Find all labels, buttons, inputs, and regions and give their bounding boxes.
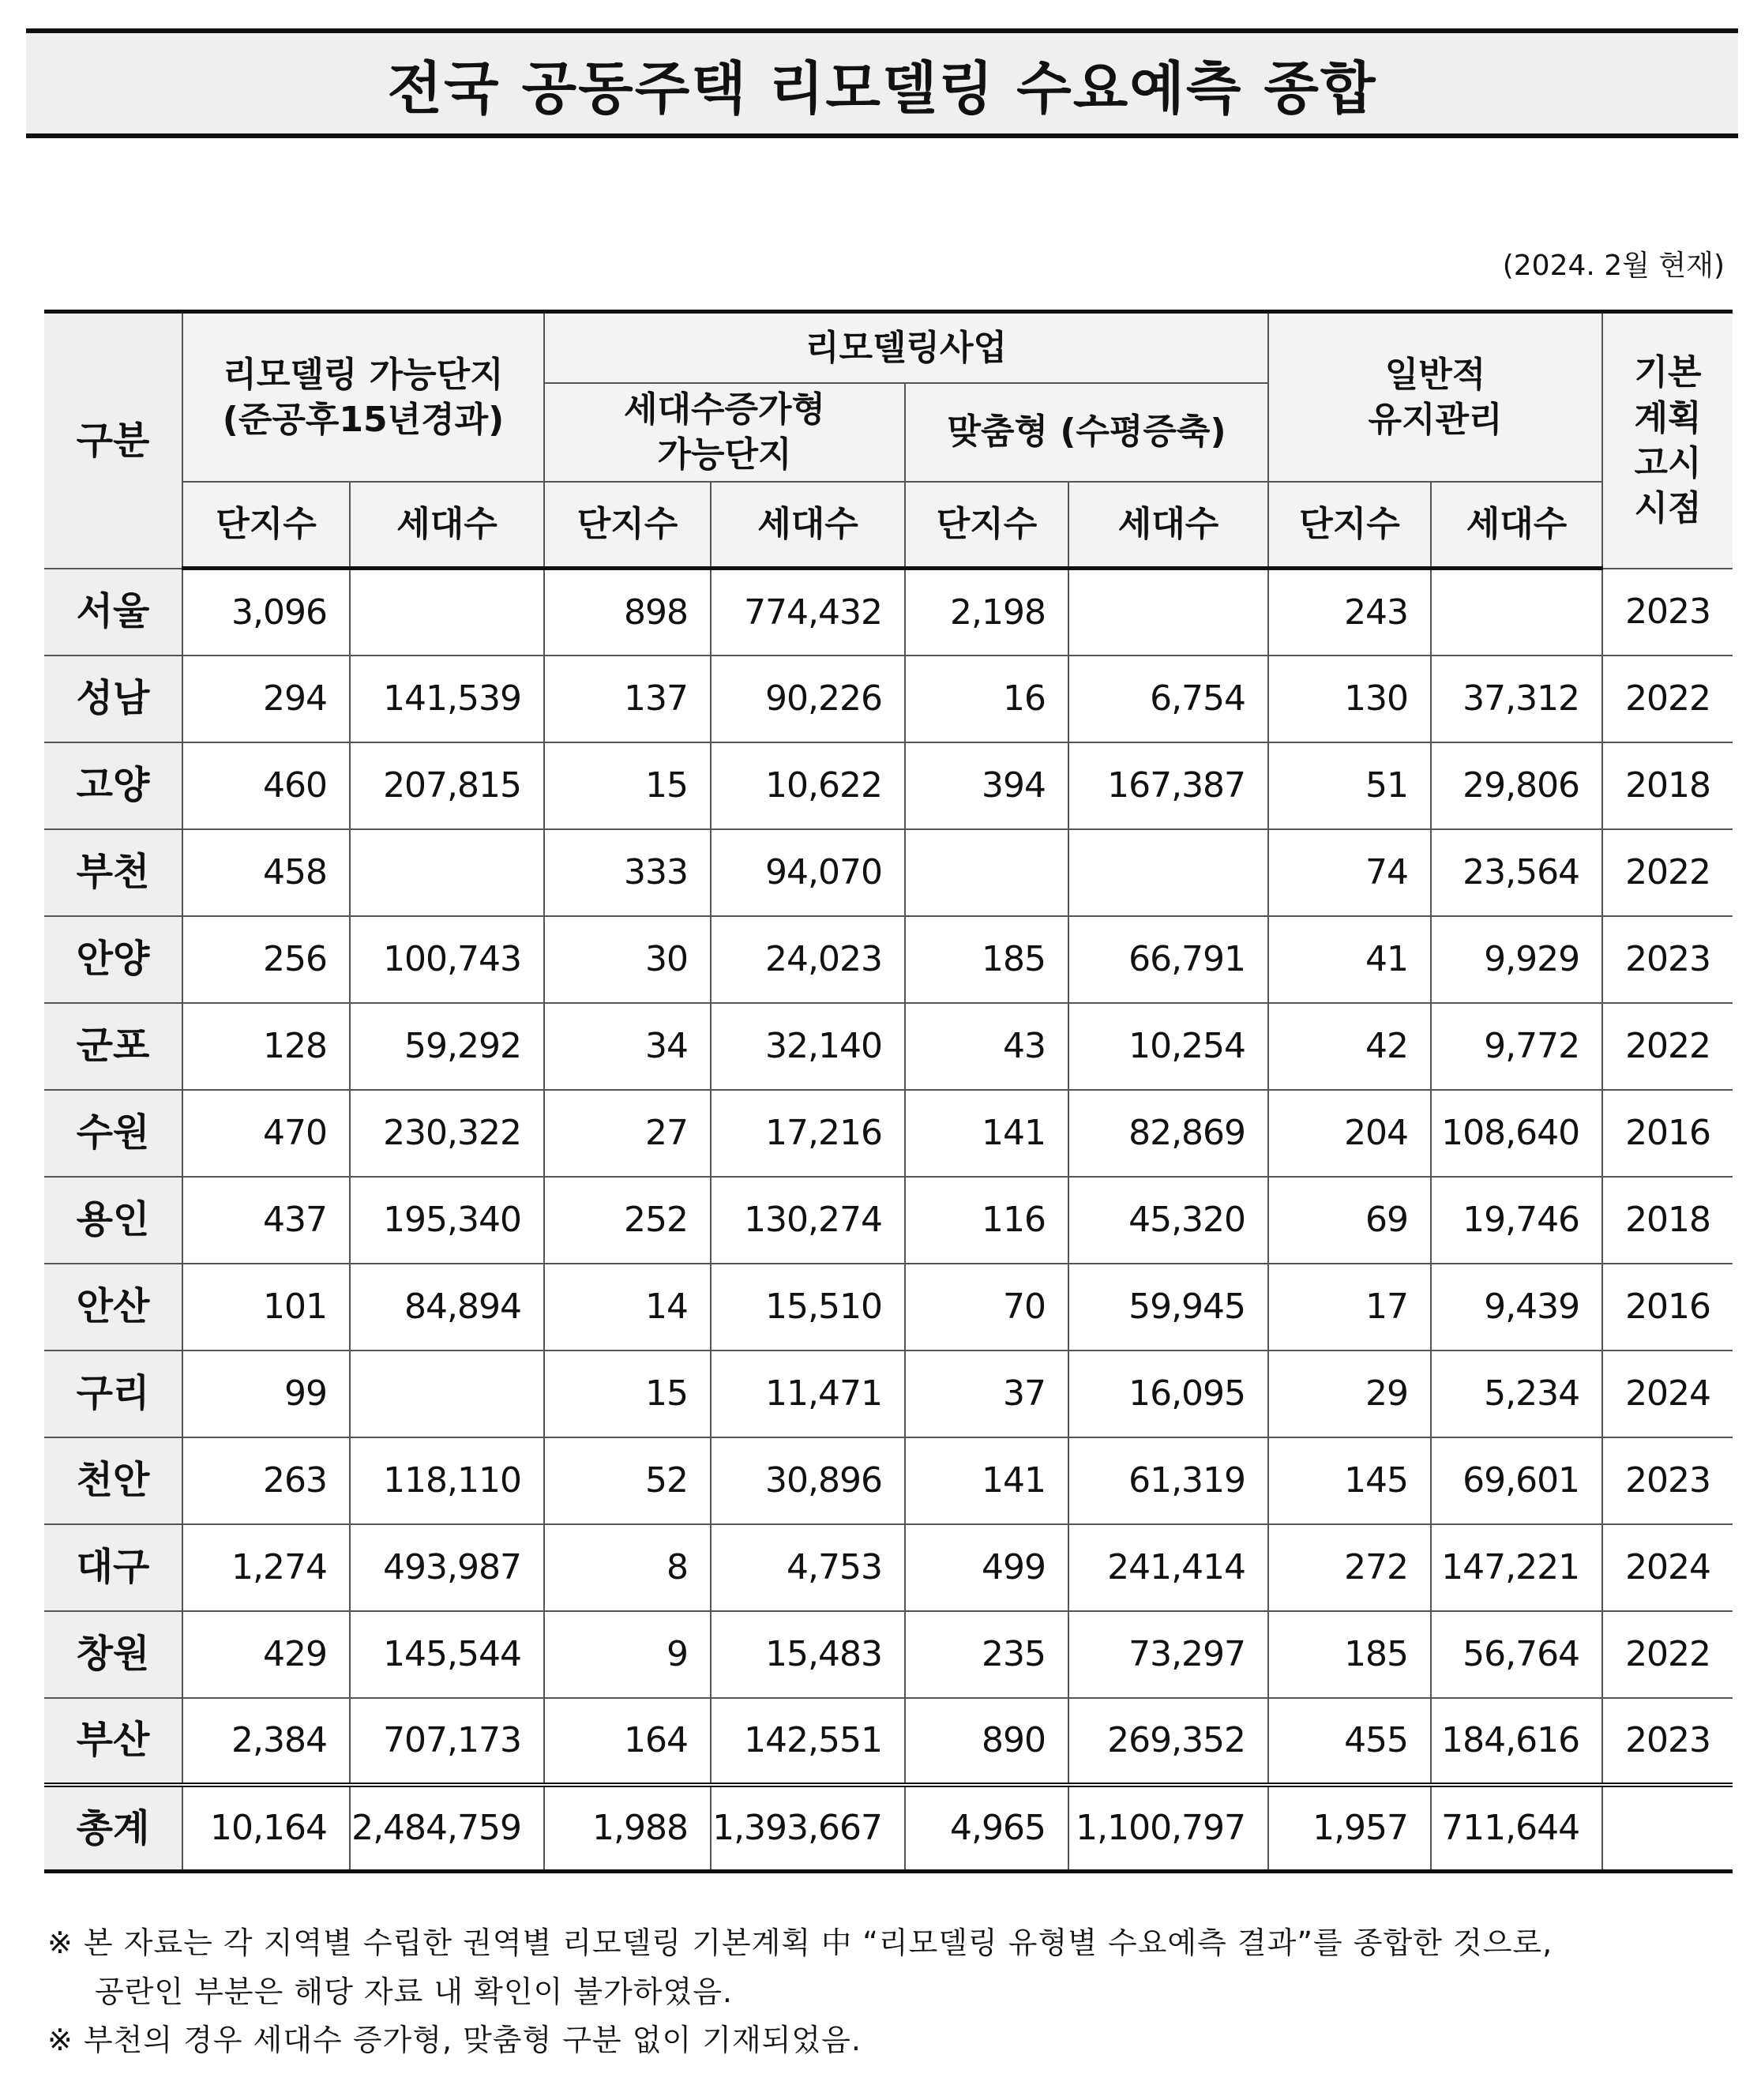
increase-complexes: 898 xyxy=(544,569,711,656)
custom-complexes: 141 xyxy=(905,1090,1068,1177)
custom-households: 66,791 xyxy=(1068,916,1268,1003)
increase-households: 4,753 xyxy=(711,1524,905,1611)
maintenance-households: 23,564 xyxy=(1431,829,1602,916)
header-complex-count: 단지수 xyxy=(544,482,711,569)
increase-households: 15,510 xyxy=(711,1264,905,1351)
header-remodeling-project: 리모델링사업 xyxy=(544,312,1268,383)
maintenance-households: 108,640 xyxy=(1431,1090,1602,1177)
total-maintenance-households: 711,644 xyxy=(1431,1785,1602,1872)
custom-households: 45,320 xyxy=(1068,1177,1268,1264)
total-label: 총계 xyxy=(44,1785,182,1872)
maintenance-complexes: 51 xyxy=(1268,742,1431,829)
custom-complexes: 394 xyxy=(905,742,1068,829)
table-row xyxy=(44,1177,1733,1264)
increase-complexes: 14 xyxy=(544,1264,711,1351)
custom-complexes: 890 xyxy=(905,1698,1068,1785)
possible-households: 100,743 xyxy=(350,916,544,1003)
maintenance-complexes: 130 xyxy=(1268,656,1431,742)
possible-households: 195,340 xyxy=(350,1177,544,1264)
maintenance-complexes: 41 xyxy=(1268,916,1431,1003)
maintenance-complexes: 69 xyxy=(1268,1177,1431,1264)
table-row xyxy=(44,1611,1733,1698)
increase-complexes: 52 xyxy=(544,1437,711,1524)
possible-households: 118,110 xyxy=(350,1437,544,1524)
maintenance-complexes: 145 xyxy=(1268,1437,1431,1524)
plan-year: 2023 xyxy=(1602,1437,1733,1524)
as-of-date: (2024. 2월 현재) xyxy=(1502,250,1725,282)
custom-complexes: 70 xyxy=(905,1264,1068,1351)
region-name: 안양 xyxy=(44,916,182,1003)
increase-complexes: 27 xyxy=(544,1090,711,1177)
maintenance-households: 69,601 xyxy=(1431,1437,1602,1524)
increase-complexes: 333 xyxy=(544,829,711,916)
possible-households: 707,173 xyxy=(350,1698,544,1785)
possible-households: 230,322 xyxy=(350,1090,544,1177)
region-name: 천안 xyxy=(44,1437,182,1524)
maintenance-households: 184,616 xyxy=(1431,1698,1602,1785)
possible-households xyxy=(350,569,544,656)
possible-complexes: 1,274 xyxy=(182,1524,350,1611)
maintenance-complexes: 243 xyxy=(1268,569,1431,656)
increase-households: 17,216 xyxy=(711,1090,905,1177)
plan-year: 2023 xyxy=(1602,916,1733,1003)
total-increase-complexes: 1,988 xyxy=(544,1785,711,1872)
total-custom-complexes: 4,965 xyxy=(905,1785,1068,1872)
possible-complexes: 470 xyxy=(182,1090,350,1177)
increase-complexes: 8 xyxy=(544,1524,711,1611)
increase-complexes: 137 xyxy=(544,656,711,742)
table-row xyxy=(44,1351,1733,1437)
region-name: 군포 xyxy=(44,1003,182,1090)
table-row xyxy=(44,1698,1733,1785)
custom-households: 16,095 xyxy=(1068,1351,1268,1437)
increase-complexes: 30 xyxy=(544,916,711,1003)
possible-complexes: 458 xyxy=(182,829,350,916)
increase-households: 774,432 xyxy=(711,569,905,656)
possible-households: 141,539 xyxy=(350,656,544,742)
header-custom-type: 맞춤형 (수평증축) xyxy=(905,383,1268,482)
custom-households: 73,297 xyxy=(1068,1611,1268,1698)
title-box xyxy=(26,28,1738,138)
increase-complexes: 252 xyxy=(544,1177,711,1264)
increase-complexes: 34 xyxy=(544,1003,711,1090)
page-title: 전국 공동주택 리모델링 수요예측 종합 xyxy=(387,54,1377,122)
maintenance-complexes: 204 xyxy=(1268,1090,1431,1177)
header-possible-complexes: 리모델링 가능단지 (준공후15년경과) xyxy=(182,312,544,482)
region-name: 부천 xyxy=(44,829,182,916)
region-name: 수원 xyxy=(44,1090,182,1177)
possible-complexes: 263 xyxy=(182,1437,350,1524)
maintenance-complexes: 29 xyxy=(1268,1351,1431,1437)
custom-households: 269,352 xyxy=(1068,1698,1268,1785)
region-name: 성남 xyxy=(44,656,182,742)
header-household-count: 세대수 xyxy=(350,482,544,569)
maintenance-complexes: 272 xyxy=(1268,1524,1431,1611)
table-row xyxy=(44,1090,1733,1177)
table-row xyxy=(44,1437,1733,1524)
table-row xyxy=(44,1264,1733,1351)
increase-households: 11,471 xyxy=(711,1351,905,1437)
increase-complexes: 15 xyxy=(544,1351,711,1437)
total-maintenance-complexes: 1,957 xyxy=(1268,1785,1431,1872)
maintenance-households: 147,221 xyxy=(1431,1524,1602,1611)
custom-households: 10,254 xyxy=(1068,1003,1268,1090)
maintenance-households: 19,746 xyxy=(1431,1177,1602,1264)
plan-year: 2024 xyxy=(1602,1351,1733,1437)
plan-year: 2022 xyxy=(1602,1611,1733,1698)
header-general-maintenance: 일반적 유지관리 xyxy=(1268,312,1602,482)
possible-households: 207,815 xyxy=(350,742,544,829)
plan-year: 2022 xyxy=(1602,1003,1733,1090)
table-row xyxy=(44,829,1733,916)
table-row xyxy=(44,569,1733,656)
maintenance-households: 9,929 xyxy=(1431,916,1602,1003)
increase-households: 130,274 xyxy=(711,1177,905,1264)
table-row xyxy=(44,1003,1733,1090)
table-row xyxy=(44,1524,1733,1611)
header-increase-type: 세대수증가형 가능단지 xyxy=(544,383,905,482)
footnotes xyxy=(47,1919,1553,2065)
region-name: 고양 xyxy=(44,742,182,829)
increase-complexes: 15 xyxy=(544,742,711,829)
region-name: 용인 xyxy=(44,1177,182,1264)
possible-complexes: 128 xyxy=(182,1003,350,1090)
total-possible-households: 2,484,759 xyxy=(350,1785,544,1872)
increase-households: 90,226 xyxy=(711,656,905,742)
possible-households: 59,292 xyxy=(350,1003,544,1090)
possible-complexes: 294 xyxy=(182,656,350,742)
possible-complexes: 99 xyxy=(182,1351,350,1437)
increase-households: 24,023 xyxy=(711,916,905,1003)
total-plan-year xyxy=(1602,1785,1733,1872)
possible-complexes: 256 xyxy=(182,916,350,1003)
possible-households xyxy=(350,1351,544,1437)
custom-households: 82,869 xyxy=(1068,1090,1268,1177)
maintenance-complexes: 185 xyxy=(1268,1611,1431,1698)
maintenance-households: 37,312 xyxy=(1431,656,1602,742)
increase-households: 32,140 xyxy=(711,1003,905,1090)
custom-households xyxy=(1068,829,1268,916)
plan-year: 2018 xyxy=(1602,742,1733,829)
maintenance-households: 56,764 xyxy=(1431,1611,1602,1698)
increase-households: 142,551 xyxy=(711,1698,905,1785)
maintenance-complexes: 455 xyxy=(1268,1698,1431,1785)
header-household-count: 세대수 xyxy=(1431,482,1602,569)
possible-complexes: 101 xyxy=(182,1264,350,1351)
maintenance-households: 29,806 xyxy=(1431,742,1602,829)
custom-households: 6,754 xyxy=(1068,656,1268,742)
possible-households xyxy=(350,829,544,916)
maintenance-households: 5,234 xyxy=(1431,1351,1602,1437)
header-complex-count: 단지수 xyxy=(1268,482,1431,569)
possible-households: 145,544 xyxy=(350,1611,544,1698)
region-name: 부산 xyxy=(44,1698,182,1785)
increase-households: 10,622 xyxy=(711,742,905,829)
custom-households: 61,319 xyxy=(1068,1437,1268,1524)
custom-complexes: 185 xyxy=(905,916,1068,1003)
plan-year: 2023 xyxy=(1602,1698,1733,1785)
total-possible-complexes: 10,164 xyxy=(182,1785,350,1872)
region-name: 구리 xyxy=(44,1351,182,1437)
plan-year: 2016 xyxy=(1602,1090,1733,1177)
custom-complexes: 2,198 xyxy=(905,569,1068,656)
plan-year: 2022 xyxy=(1602,829,1733,916)
possible-complexes: 3,096 xyxy=(182,569,350,656)
plan-year: 2018 xyxy=(1602,1177,1733,1264)
custom-households: 59,945 xyxy=(1068,1264,1268,1351)
maintenance-complexes: 17 xyxy=(1268,1264,1431,1351)
custom-complexes: 235 xyxy=(905,1611,1068,1698)
possible-complexes: 460 xyxy=(182,742,350,829)
custom-complexes: 141 xyxy=(905,1437,1068,1524)
custom-complexes: 499 xyxy=(905,1524,1068,1611)
possible-complexes: 429 xyxy=(182,1611,350,1698)
increase-households: 15,483 xyxy=(711,1611,905,1698)
table-row xyxy=(44,916,1733,1003)
maintenance-households xyxy=(1431,569,1602,656)
header-complex-count: 단지수 xyxy=(182,482,350,569)
region-name: 서울 xyxy=(44,569,182,656)
increase-households: 30,896 xyxy=(711,1437,905,1524)
plan-year: 2023 xyxy=(1602,569,1733,656)
header-complex-count: 단지수 xyxy=(905,482,1068,569)
possible-complexes: 2,384 xyxy=(182,1698,350,1785)
increase-households: 94,070 xyxy=(711,829,905,916)
maintenance-complexes: 42 xyxy=(1268,1003,1431,1090)
possible-households: 84,894 xyxy=(350,1264,544,1351)
header-plan-year: 기본 계획 고시 시점 xyxy=(1602,312,1733,569)
total-increase-households: 1,393,667 xyxy=(711,1785,905,1872)
maintenance-households: 9,439 xyxy=(1431,1264,1602,1351)
remodeling-demand-table xyxy=(44,310,1733,1873)
maintenance-households: 9,772 xyxy=(1431,1003,1602,1090)
custom-complexes: 37 xyxy=(905,1351,1068,1437)
plan-year: 2022 xyxy=(1602,656,1733,742)
region-name: 창원 xyxy=(44,1611,182,1698)
table-row xyxy=(44,656,1733,742)
increase-complexes: 9 xyxy=(544,1611,711,1698)
region-name: 안산 xyxy=(44,1264,182,1351)
custom-complexes: 16 xyxy=(905,656,1068,742)
custom-households: 241,414 xyxy=(1068,1524,1268,1611)
total-custom-households: 1,100,797 xyxy=(1068,1785,1268,1872)
total-row xyxy=(44,1785,1733,1872)
maintenance-complexes: 74 xyxy=(1268,829,1431,916)
plan-year: 2016 xyxy=(1602,1264,1733,1351)
custom-complexes: 43 xyxy=(905,1003,1068,1090)
increase-complexes: 164 xyxy=(544,1698,711,1785)
custom-households xyxy=(1068,569,1268,656)
custom-complexes xyxy=(905,829,1068,916)
header-household-count: 세대수 xyxy=(1068,482,1268,569)
header-region: 구분 xyxy=(44,312,182,569)
custom-complexes: 116 xyxy=(905,1177,1068,1264)
custom-households: 167,387 xyxy=(1068,742,1268,829)
possible-households: 493,987 xyxy=(350,1524,544,1611)
region-name: 대구 xyxy=(44,1524,182,1611)
footnote-1-line-2: 공란인 부분은 해당 자료 내 확인이 불가하였음. xyxy=(95,1974,734,2009)
plan-year: 2024 xyxy=(1602,1524,1733,1611)
footnote-2: ※ 부천의 경우 세대수 증가형, 맞춤형 구분 없이 기재되었음. xyxy=(47,2023,862,2058)
table-row xyxy=(44,742,1733,829)
possible-complexes: 437 xyxy=(182,1177,350,1264)
footnote-1-line-1: ※ 본 자료는 각 지역별 수립한 권역별 리모델링 기본계획 中 “리모델링 유형별 수요예측 결과”를 종합한 것으로, xyxy=(47,1925,1553,1960)
header-household-count: 세대수 xyxy=(711,482,905,569)
